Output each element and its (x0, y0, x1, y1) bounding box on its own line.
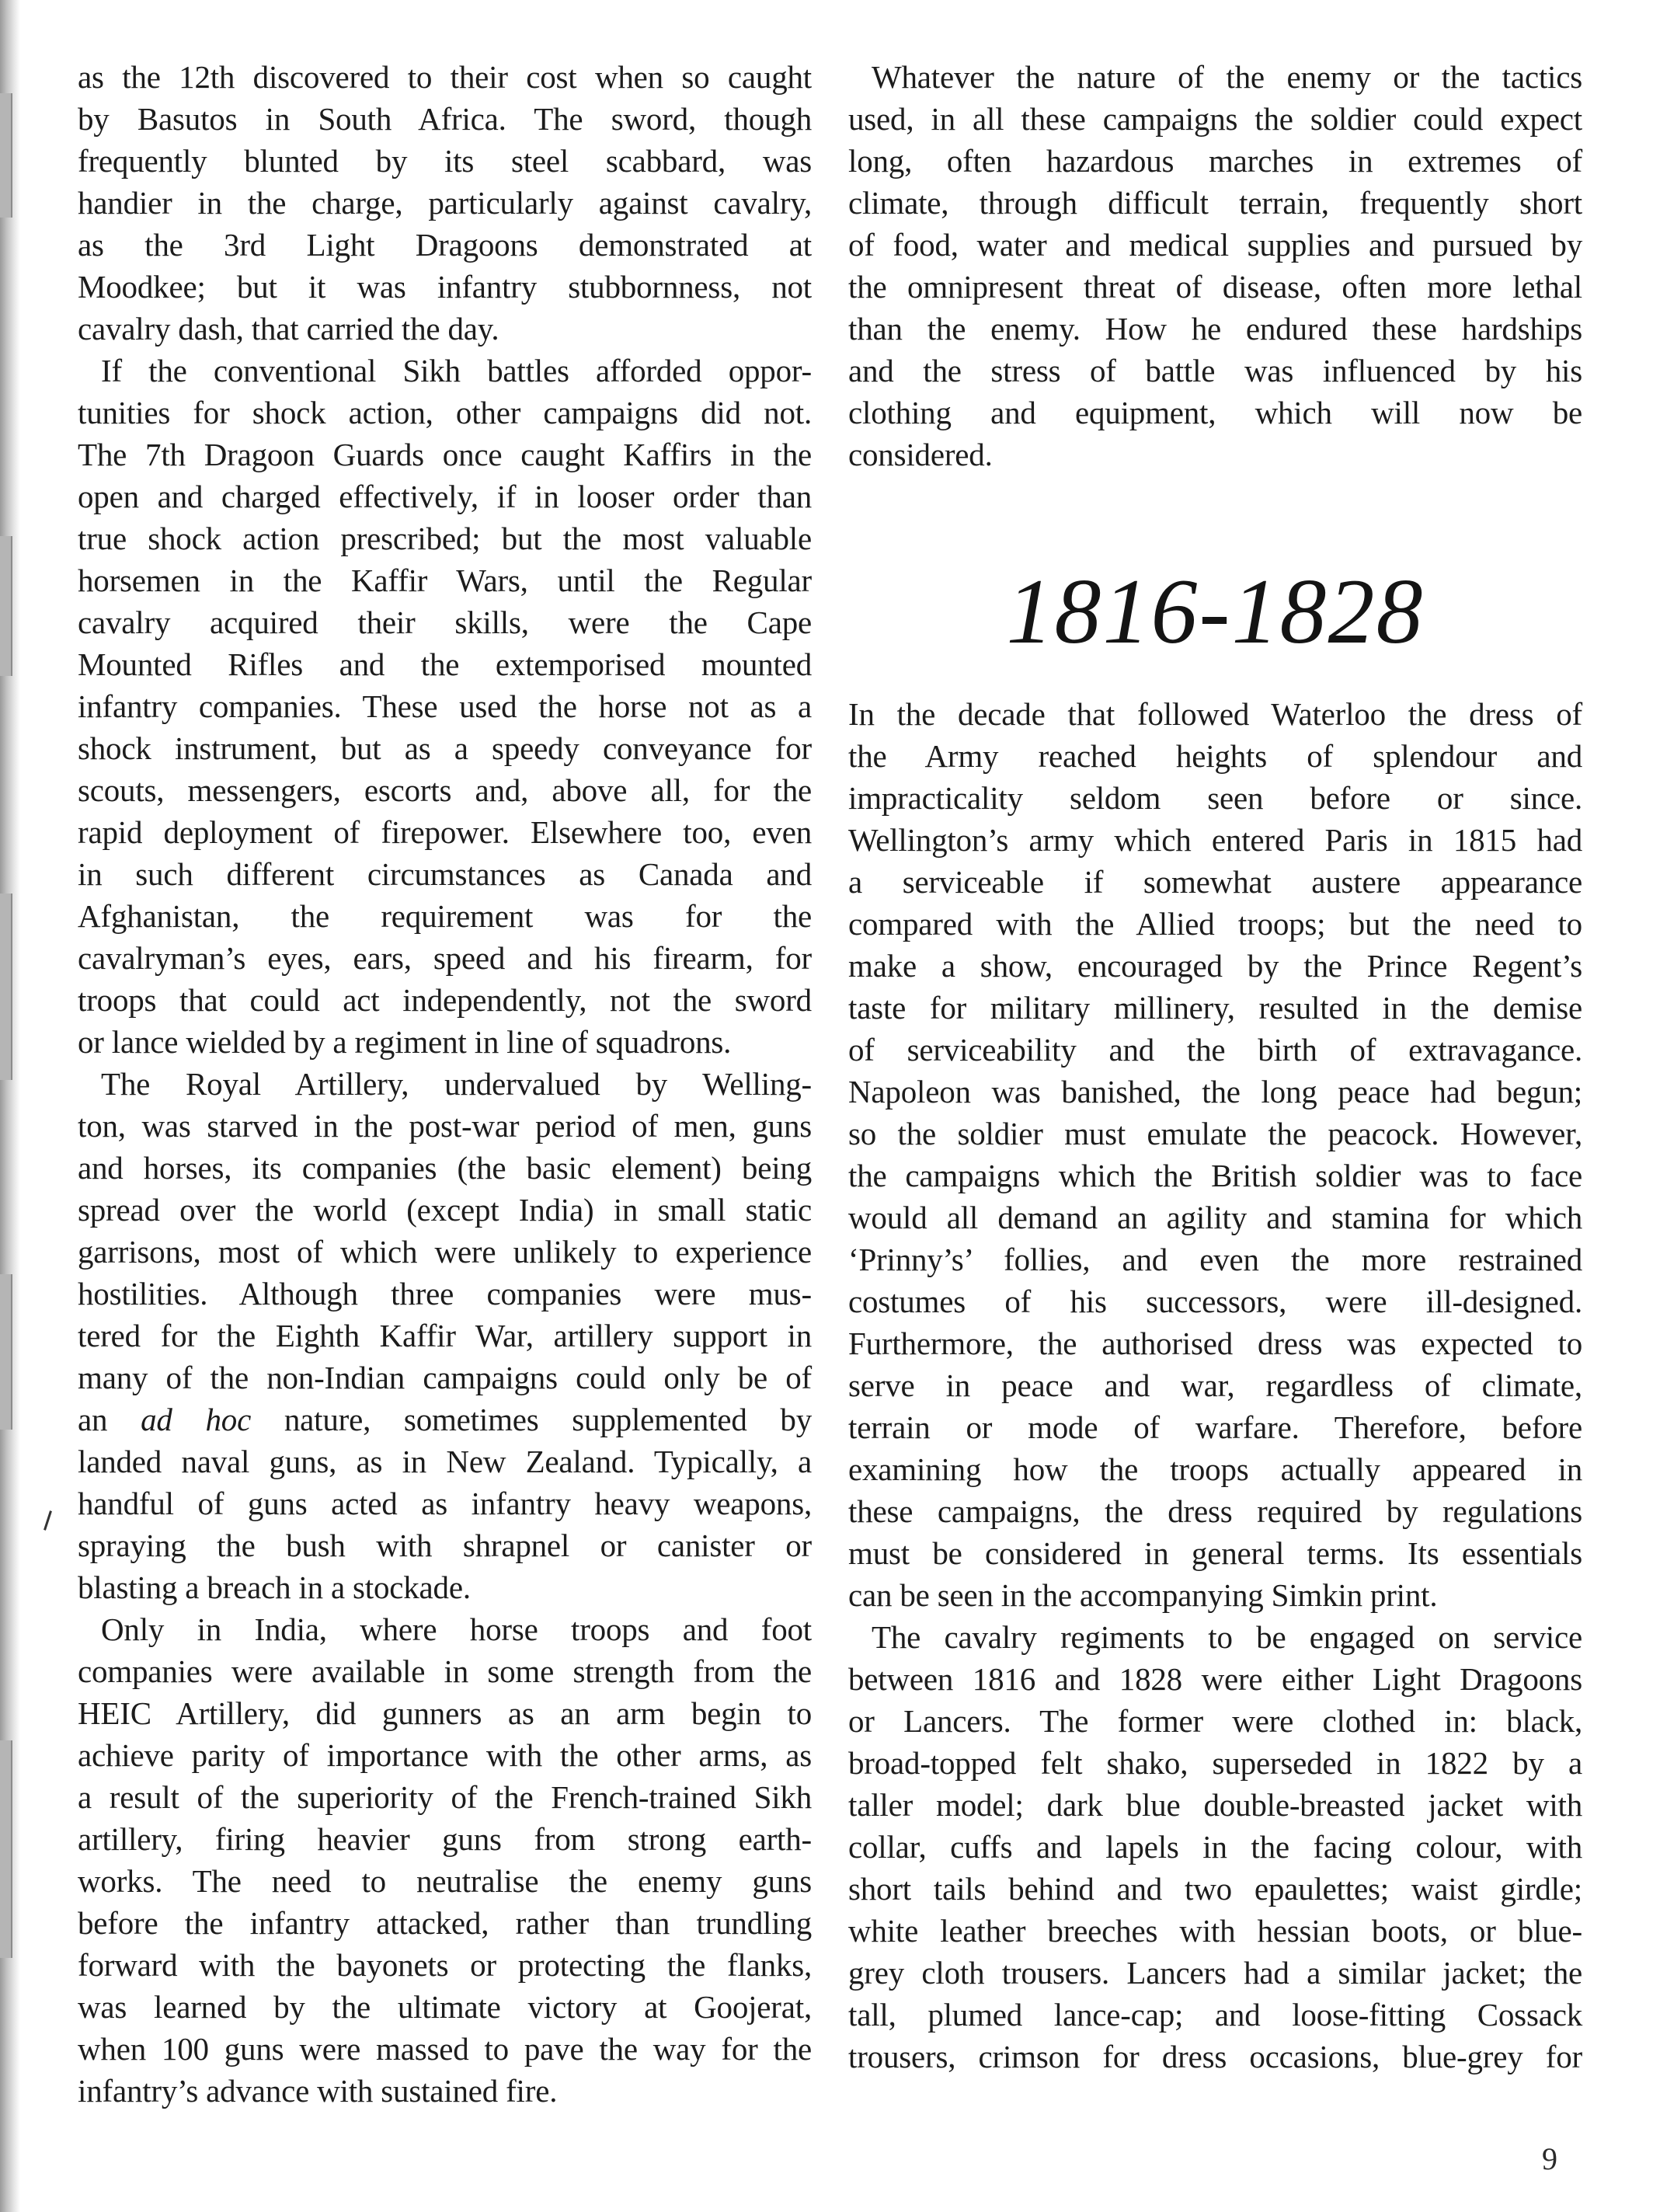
text-line: Afghanistan, the requirement was for the (78, 898, 812, 934)
text-line: serve in peace and war, regardless of climate, (848, 1367, 1582, 1403)
right-column (848, 56, 1582, 2078)
text-line: a serviceable if somewhat austere appearance (848, 864, 1582, 900)
paragraph (78, 1608, 812, 2112)
text-line: clothing and equipment, which will now be (848, 395, 1582, 430)
binding-tab (0, 894, 12, 1080)
text-line: The cavalry regiments to be engaged on service (872, 1619, 1582, 1655)
text-line: taller model; dark blue double-breasted jacket with (848, 1787, 1582, 1823)
text-line: garrisons, most of which were unlikely to experience (78, 1234, 812, 1270)
text-line: as the 12th discovered to their cost when so caught (78, 59, 812, 95)
text-line: Only in India, where horse troops and foot (101, 1611, 812, 1647)
text-line: forward with the bayonets or protecting the flanks, (78, 1947, 812, 1983)
text-line: companies were available in some strength from the (78, 1653, 812, 1689)
text-line: collar, cuffs and lapels in the facing colour, with (848, 1829, 1582, 1865)
binding-tab (0, 1740, 12, 1958)
text-line: The Royal Artillery, undervalued by Welling- (101, 1066, 812, 1102)
text-line: In the decade that followed Waterloo the dress of (848, 696, 1582, 732)
text-line: between 1816 and 1828 were either Light Dragoons (848, 1661, 1582, 1697)
text-line: by Basutos in South Africa. The sword, though (78, 101, 812, 137)
text-line: white leather breeches with hessian boots, or blue- (848, 1913, 1582, 1949)
text-line: than the enemy. How he endured these hardships (848, 311, 1582, 347)
text-line: before the infantry attacked, rather than trundling (78, 1905, 812, 1941)
paragraph (848, 56, 1582, 475)
text-line: or Lancers. The former were clothed in: black, (848, 1703, 1582, 1739)
text-line: works. The need to neutralise the enemy guns (78, 1863, 812, 1899)
section-heading: 1816-1828 (1006, 559, 1425, 663)
left-column (78, 56, 812, 2112)
text-line: costumes of his successors, were ill-designed. (848, 1284, 1582, 1319)
text-line: handier in the charge, particularly against cavalry, (78, 185, 812, 221)
text-line: Mounted Rifles and the extemporised mounted (78, 646, 812, 682)
text-line: trousers, crimson for dress occasions, blue-grey for (848, 2039, 1582, 2074)
text-line: of serviceability and the birth of extravagance. (848, 1032, 1582, 1068)
text-line: used, in all these campaigns the soldier could expect (848, 101, 1582, 137)
text-line: many of the non-Indian campaigns could only be of (78, 1360, 812, 1395)
text-line: must be considered in general terms. Its essentials (848, 1535, 1582, 1571)
text-line: was learned by the ultimate victory at Goojerat, (78, 1989, 812, 2025)
paragraph (848, 693, 1582, 1616)
text-line: infantry companies. These used the horse not as a (78, 688, 812, 724)
text-line: true shock action prescribed; but the most valuable (78, 521, 812, 556)
text-line: landed naval guns, as in New Zealand. Typically, a (78, 1444, 812, 1479)
text-line: so the soldier must emulate the peacock. However, (848, 1116, 1582, 1151)
text-line: tunities for shock action, other campaigns did not. (78, 395, 812, 430)
text-line: Whatever the nature of the enemy or the tactics (872, 59, 1582, 95)
text-line: If the conventional Sikh battles afforded oppor- (101, 353, 812, 388)
text-line: terrain or mode of warfare. Therefore, before (848, 1409, 1582, 1445)
paragraph (848, 1616, 1582, 2078)
text-line: examining how the troops actually appeared in (848, 1451, 1582, 1487)
text-line: handful of guns acted as infantry heavy weapons, (78, 1486, 812, 1521)
text-line: make a show, encouraged by the Prince Regent’s (848, 948, 1582, 984)
text-line: grey cloth trousers. Lancers had a similar jacket; the (848, 1955, 1582, 1991)
text-line: in such different circumstances as Canada and (78, 856, 812, 892)
text-line: the campaigns which the British soldier was to face (848, 1158, 1582, 1193)
text-line: hostilities. Although three companies were mus- (78, 1276, 812, 1312)
page-binding-edge (0, 0, 20, 2212)
text-line: as the 3rd Light Dragoons demonstrated at (78, 227, 812, 263)
binding-tab (0, 1274, 12, 1430)
text-line: cavalry acquired their skills, were the Cape (78, 604, 812, 640)
text-line: compared with the Allied troops; but the need to (848, 906, 1582, 942)
text-line: cavalry dash, that carried the day. (78, 311, 499, 347)
text-line: achieve parity of importance with the other arms, as (78, 1737, 812, 1773)
text-line: blasting a breach in a stockade. (78, 1569, 471, 1605)
text-line: the omnipresent threat of disease, often more lethal (848, 269, 1582, 305)
text-line: an ad hoc nature, sometimes supplemented by (78, 1402, 812, 1437)
text-line: tered for the Eighth Kaffir War, artillery support in (78, 1318, 812, 1353)
text-line: broad-topped felt shako, superseded in 1822 by a (848, 1745, 1582, 1781)
text-line: or lance wielded by a regiment in line of squadrons. (78, 1024, 732, 1060)
text-line: would all demand an agility and stamina for which (848, 1200, 1582, 1235)
text-line: these campaigns, the dress required by regulations (848, 1493, 1582, 1529)
text-line: when 100 guns were massed to pave the way for the (78, 2031, 812, 2067)
binding-tab (0, 93, 12, 218)
text-line: can be seen in the accompanying Simkin print. (848, 1577, 1438, 1613)
text-line: infantry’s advance with sustained fire. (78, 2073, 558, 2109)
text-line: horsemen in the Kaffir Wars, until the Regular (78, 563, 812, 598)
text-line: short tails behind and two epaulettes; waist girdle; (848, 1871, 1582, 1907)
text-line: Moodkee; but it was infantry stubbornness, not (78, 269, 812, 305)
text-line: of food, water and medical supplies and pursued by (848, 227, 1582, 263)
text-line: and horses, its companies (the basic element) being (78, 1150, 812, 1186)
text-line: considered. (848, 437, 993, 472)
text-line: Furthermore, the authorised dress was expected to (848, 1325, 1582, 1361)
text-line: cavalryman’s eyes, ears, speed and his firearm, for (78, 940, 812, 976)
text-line: rapid deployment of firepower. Elsewhere too, even (78, 814, 812, 850)
text-line: shock instrument, but as a speedy conveyance for (78, 730, 812, 766)
text-line: Wellington’s army which entered Paris in 1815 had (848, 822, 1582, 858)
text-line: ‘Prinny’s’ follies, and even the more restrained (848, 1242, 1582, 1277)
text-line: impracticality seldom seen before or since. (848, 780, 1582, 816)
text-line: the Army reached heights of splendour and (848, 738, 1582, 774)
paragraph (78, 1063, 812, 1608)
text-line: scouts, messengers, escorts and, above all, for the (78, 772, 812, 808)
text-line: artillery, firing heavier guns from strong earth- (78, 1821, 812, 1857)
text-line: spraying the bush with shrapnel or canister or (78, 1527, 812, 1563)
text-line: HEIC Artillery, did gunners as an arm begin to (78, 1695, 812, 1731)
binding-tab (0, 536, 12, 676)
text-line: tall, plumed lance-cap; and loose-fitting Cossack (848, 1997, 1582, 2033)
text-line: The 7th Dragoon Guards once caught Kaffirs in the (78, 437, 812, 472)
text-line: and the stress of battle was influenced by his (848, 353, 1582, 388)
text-line: long, often hazardous marches in extremes of (848, 143, 1582, 179)
text-line: troops that could act independently, not the sword (78, 982, 812, 1018)
page-number: 9 (1542, 2141, 1557, 2176)
text-line: climate, through difficult terrain, frequently short (848, 185, 1582, 221)
text-line: ton, was starved in the post-war period of men, guns (78, 1108, 812, 1144)
text-line: Napoleon was banished, the long peace had begun; (848, 1074, 1582, 1109)
text-line: spread over the world (except India) in small static (78, 1192, 812, 1228)
text-line: open and charged effectively, if in looser order than (78, 479, 812, 514)
text-line: frequently blunted by its steel scabbard, was (78, 143, 812, 179)
margin-pencil-mark (44, 1510, 52, 1531)
text-line: taste for military millinery, resulted in the demise (848, 990, 1582, 1026)
paragraph (78, 56, 812, 350)
paragraph (78, 350, 812, 1063)
text-line: a result of the superiority of the French-trained Sikh (78, 1779, 812, 1815)
